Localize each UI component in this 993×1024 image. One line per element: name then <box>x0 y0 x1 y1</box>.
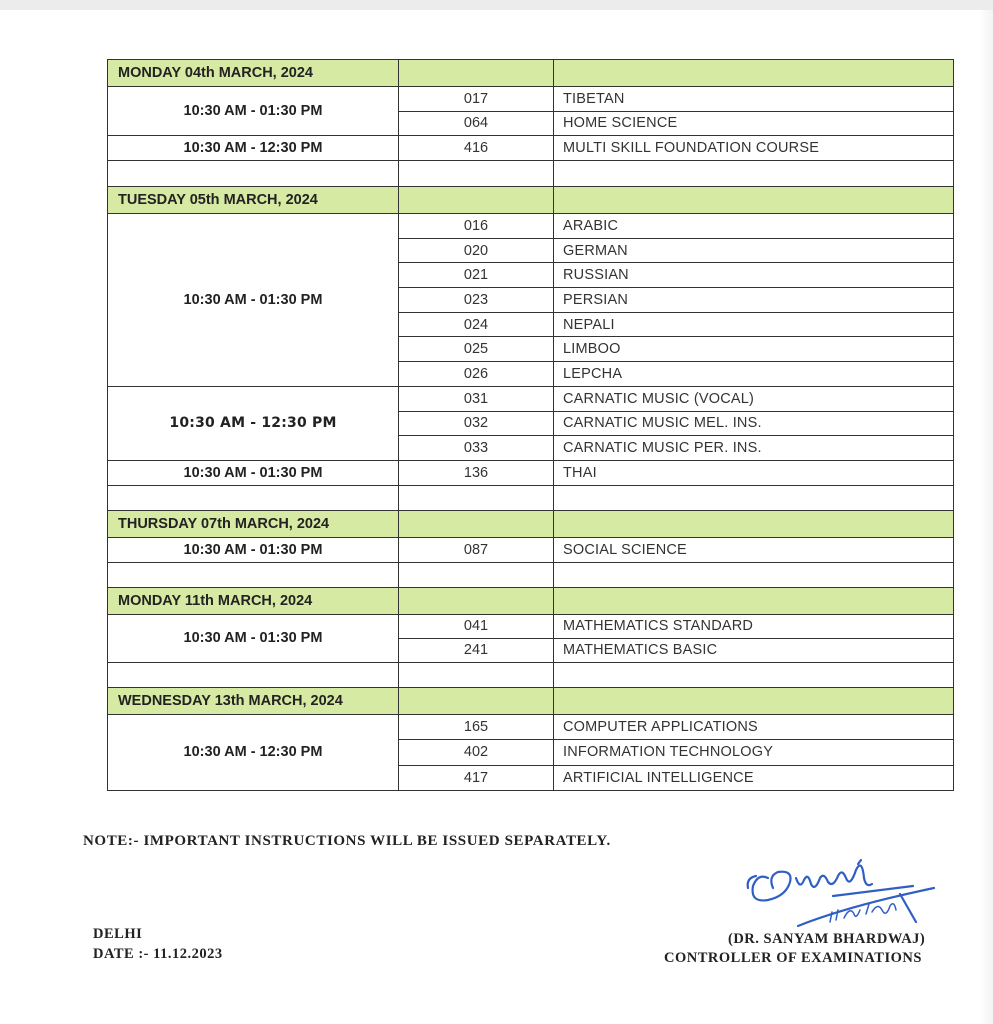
subject-name: HOME SCIENCE <box>554 111 954 136</box>
empty-cell <box>108 161 399 187</box>
date-fill-cell <box>399 60 554 87</box>
date-fill-cell <box>399 187 554 214</box>
empty-cell <box>399 161 554 187</box>
empty-cell <box>554 485 954 510</box>
place-label: DELHI <box>93 926 143 942</box>
subject-code: 165 <box>399 714 554 740</box>
empty-cell <box>399 562 554 587</box>
subject-code: 033 <box>399 436 554 461</box>
subject-code: 024 <box>399 312 554 337</box>
subject-code: 241 <box>399 638 554 662</box>
subject-code: 020 <box>399 238 554 263</box>
date-fill-cell <box>554 510 954 537</box>
date-fill-cell <box>554 187 954 214</box>
paper-row <box>108 87 954 112</box>
spacer-row <box>108 662 954 687</box>
paper-row <box>108 136 954 161</box>
subject-name: NEPALI <box>554 312 954 337</box>
subject-code: 031 <box>399 386 554 411</box>
subject-code: 041 <box>399 614 554 638</box>
subject-code: 416 <box>399 136 554 161</box>
exam-time: 10:30 AM - 01:30 PM <box>108 537 399 562</box>
exam-time: 10:30 AM - 01:30 PM <box>108 214 399 387</box>
empty-cell <box>554 662 954 687</box>
paper-row <box>108 614 954 638</box>
empty-cell <box>108 662 399 687</box>
paper-row <box>108 714 954 740</box>
exam-time: 10:30 AM - 12:30 PM <box>108 714 399 791</box>
subject-name: PERSIAN <box>554 288 954 313</box>
top-edge <box>0 0 993 10</box>
exam-time: 10:30 AM - 01:30 PM <box>108 460 399 485</box>
paper-row <box>108 214 954 239</box>
subject-name: LIMBOO <box>554 337 954 362</box>
subject-code: 417 <box>399 765 554 791</box>
date-fill-cell <box>399 687 554 714</box>
subject-code: 025 <box>399 337 554 362</box>
empty-cell <box>108 485 399 510</box>
signature-image <box>738 848 940 938</box>
paper-row <box>108 460 954 485</box>
subject-code: 023 <box>399 288 554 313</box>
subject-name: GERMAN <box>554 238 954 263</box>
date-fill-cell <box>399 510 554 537</box>
subject-name: LEPCHA <box>554 362 954 387</box>
exam-date: TUESDAY 05th MARCH, 2024 <box>108 187 399 214</box>
note-text: NOTE:- IMPORTANT INSTRUCTIONS WILL BE ISSUED SEPARATELY. <box>83 833 611 849</box>
subject-code: 402 <box>399 740 554 766</box>
subject-code: 136 <box>399 460 554 485</box>
subject-name: TIBETAN <box>554 87 954 112</box>
date-sheet-table <box>107 59 954 791</box>
paper-row <box>108 537 954 562</box>
date-header-row <box>108 510 954 537</box>
signatory-title: CONTROLLER OF EXAMINATIONS <box>664 950 922 966</box>
exam-time: 10:30 AM - 01:30 PM <box>108 87 399 136</box>
paper-row <box>108 386 954 411</box>
exam-date: WEDNESDAY 13th MARCH, 2024 <box>108 687 399 714</box>
subject-code: 021 <box>399 263 554 288</box>
subject-name: RUSSIAN <box>554 263 954 288</box>
exam-time: 10:30 AM - 12:30 PM <box>108 386 399 460</box>
date-header-row <box>108 687 954 714</box>
subject-name: MATHEMATICS BASIC <box>554 638 954 662</box>
spacer-row <box>108 562 954 587</box>
subject-name: CARNATIC MUSIC (VOCAL) <box>554 386 954 411</box>
subject-code: 087 <box>399 537 554 562</box>
exam-date: THURSDAY 07th MARCH, 2024 <box>108 510 399 537</box>
subject-name: THAI <box>554 460 954 485</box>
empty-cell <box>554 562 954 587</box>
exam-time: 10:30 AM - 01:30 PM <box>108 614 399 662</box>
empty-cell <box>399 662 554 687</box>
subject-code: 016 <box>399 214 554 239</box>
exam-date: MONDAY 04th MARCH, 2024 <box>108 60 399 87</box>
issue-date: DATE :- 11.12.2023 <box>93 946 223 962</box>
exam-date: MONDAY 11th MARCH, 2024 <box>108 587 399 614</box>
subject-code: 017 <box>399 87 554 112</box>
subject-code: 026 <box>399 362 554 387</box>
date-header-row <box>108 187 954 214</box>
date-header-row <box>108 587 954 614</box>
subject-name: CARNATIC MUSIC MEL. INS. <box>554 411 954 436</box>
date-header-row <box>108 60 954 87</box>
page-edge-shadow <box>979 10 993 1024</box>
subject-code: 032 <box>399 411 554 436</box>
spacer-row <box>108 485 954 510</box>
date-fill-cell <box>554 60 954 87</box>
empty-cell <box>554 161 954 187</box>
signatory-name: (DR. SANYAM BHARDWAJ) <box>728 931 926 947</box>
subject-name: INFORMATION TECHNOLOGY <box>554 740 954 766</box>
date-fill-cell <box>399 587 554 614</box>
date-fill-cell <box>554 687 954 714</box>
exam-time: 10:30 AM - 12:30 PM <box>108 136 399 161</box>
empty-cell <box>399 485 554 510</box>
subject-name: MATHEMATICS STANDARD <box>554 614 954 638</box>
subject-name: ARTIFICIAL INTELLIGENCE <box>554 765 954 791</box>
date-fill-cell <box>554 587 954 614</box>
subject-name: COMPUTER APPLICATIONS <box>554 714 954 740</box>
subject-name: SOCIAL SCIENCE <box>554 537 954 562</box>
spacer-row <box>108 161 954 187</box>
subject-name: ARABIC <box>554 214 954 239</box>
subject-code: 064 <box>399 111 554 136</box>
empty-cell <box>108 562 399 587</box>
subject-name: CARNATIC MUSIC PER. INS. <box>554 436 954 461</box>
subject-name: MULTI SKILL FOUNDATION COURSE <box>554 136 954 161</box>
